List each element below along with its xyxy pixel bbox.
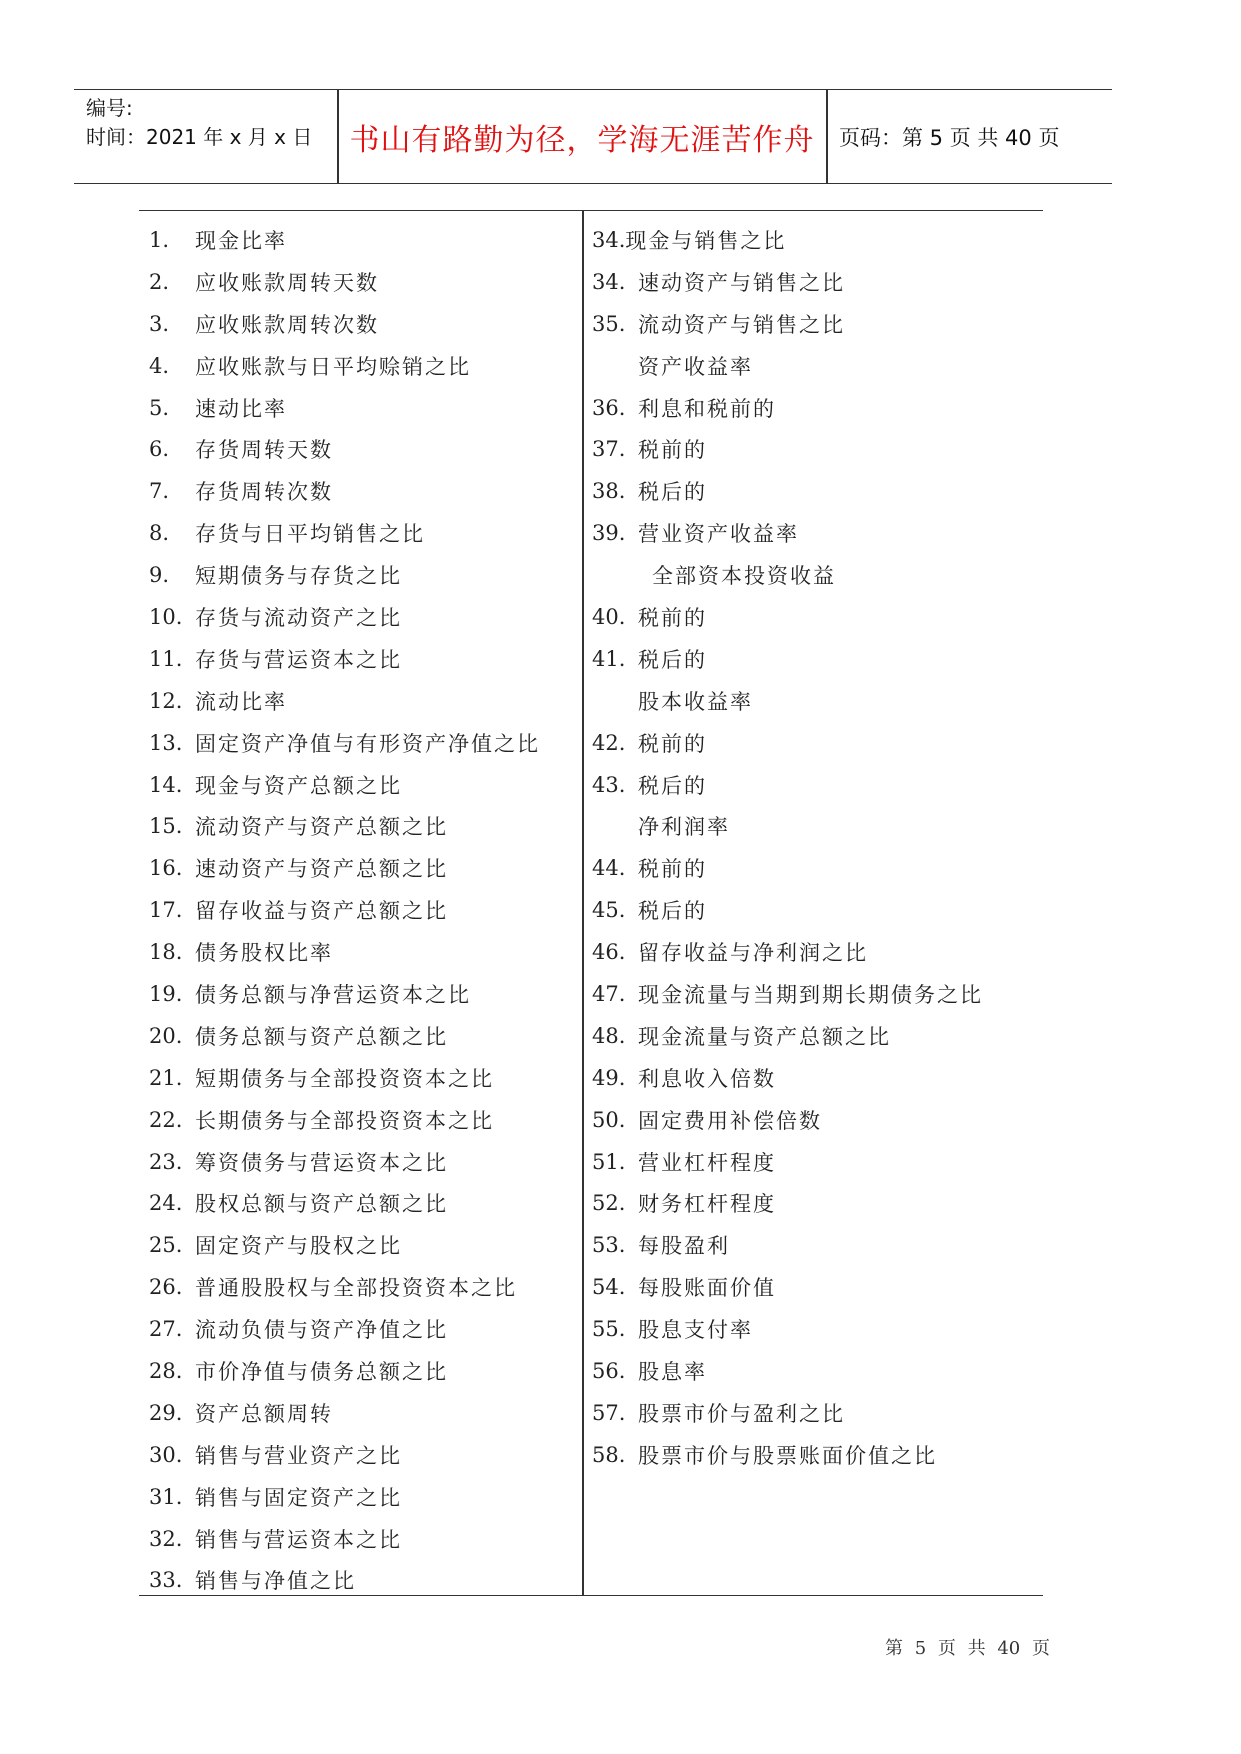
item-number: 52. (592, 1191, 626, 1216)
item-number: 27. (149, 1317, 183, 1342)
list-item (149, 1476, 574, 1518)
list-item (149, 1015, 574, 1057)
item-number: 36. (592, 395, 626, 420)
item-number: 41. (592, 646, 626, 671)
list-item (149, 1308, 574, 1350)
item-number: 6. (149, 437, 170, 462)
header-motto: 书山有路勤为径，学海无涯苦作舟 (349, 122, 815, 158)
item-text: 应收账款与日平均赊销之比 (195, 354, 471, 379)
item-text: 固定资产与股权之比 (195, 1234, 402, 1259)
item-number: 34. (592, 227, 626, 252)
item-text: 财务杠杆程度 (638, 1192, 776, 1217)
item-text: 固定资产净值与有形资产净值之比 (195, 731, 540, 756)
list-item (592, 1099, 1037, 1141)
list-item (149, 1266, 574, 1308)
list-item (149, 1141, 574, 1183)
item-number: 24. (149, 1191, 183, 1216)
item-number: 14. (149, 772, 183, 797)
header-divider-right (826, 90, 828, 183)
list-item (592, 345, 1037, 387)
list-item (592, 1308, 1037, 1350)
item-text: 现金流量与资产总额之比 (638, 1024, 891, 1049)
list-item (592, 219, 1037, 261)
item-number: 43. (592, 772, 626, 797)
item-text: 税前的 (638, 438, 707, 463)
item-text: 股本收益率 (638, 689, 753, 714)
list-item (149, 805, 574, 847)
item-number: 28. (149, 1358, 183, 1383)
item-text: 税后的 (638, 899, 707, 924)
item-number: 42. (592, 730, 626, 755)
list-item (592, 261, 1037, 303)
item-text: 利息收入倍数 (638, 1066, 776, 1091)
page-footer: 第 5 页 共 40 页 (885, 1638, 1050, 1659)
item-number: 53. (592, 1233, 626, 1258)
item-number: 44. (592, 856, 626, 881)
item-number: 37. (592, 437, 626, 462)
list-item (592, 303, 1037, 345)
list-item (149, 554, 574, 596)
list-item (149, 387, 574, 429)
list-item (149, 638, 574, 680)
item-number: 38. (592, 479, 626, 504)
item-text: 资产收益率 (638, 354, 753, 379)
list-item (592, 931, 1037, 973)
item-text: 存货与日平均销售之比 (195, 522, 425, 547)
item-text: 销售与净值之比 (195, 1569, 356, 1594)
list-item (592, 805, 1037, 847)
list-item (592, 847, 1037, 889)
item-number: 5. (149, 395, 170, 420)
item-number: 25. (149, 1233, 183, 1258)
item-number: 47. (592, 981, 626, 1006)
item-number: 34. (592, 269, 626, 294)
item-text: 短期债务与存货之比 (195, 564, 402, 589)
list-item (149, 470, 574, 512)
list-item (592, 470, 1037, 512)
list-item (592, 889, 1037, 931)
item-text: 固定费用补偿倍数 (638, 1108, 822, 1133)
list-item (592, 387, 1037, 429)
item-number: 15. (149, 814, 183, 839)
item-text: 股息支付率 (638, 1318, 753, 1343)
item-number: 31. (149, 1484, 183, 1509)
list-item (149, 764, 574, 806)
list-item (149, 1350, 574, 1392)
item-number: 54. (592, 1275, 626, 1300)
item-number: 23. (149, 1149, 183, 1174)
list-item (149, 847, 574, 889)
header-meta (86, 94, 312, 152)
item-text: 股权总额与资产总额之比 (195, 1192, 448, 1217)
item-number: 56. (592, 1358, 626, 1383)
item-text: 应收账款周转次数 (195, 312, 379, 337)
item-text: 税后的 (638, 773, 707, 798)
item-text: 现金流量与当期到期长期债务之比 (638, 982, 983, 1007)
item-text: 债务总额与净营运资本之比 (195, 982, 471, 1007)
item-text: 净利润率 (638, 815, 730, 840)
list-item (149, 973, 574, 1015)
list-item (592, 1182, 1037, 1224)
list-item (149, 722, 574, 764)
list-item (149, 303, 574, 345)
left-column (149, 219, 574, 1601)
item-number: 8. (149, 521, 170, 546)
item-text: 利息和税前的 (638, 396, 776, 421)
item-number: 22. (149, 1107, 183, 1132)
item-text: 股息率 (638, 1359, 707, 1384)
list-item (592, 1434, 1037, 1476)
item-text: 债务总额与资产总额之比 (195, 1024, 448, 1049)
item-text: 速动资产与资产总额之比 (195, 857, 448, 882)
item-text: 存货与营运资本之比 (195, 647, 402, 672)
item-number: 45. (592, 898, 626, 923)
item-text: 税前的 (638, 731, 707, 756)
item-text: 销售与营运资本之比 (195, 1527, 402, 1552)
item-number: 9. (149, 563, 170, 588)
header-page-info: 页码：第 5 页 共 40 页 (839, 125, 1060, 150)
item-number: 30. (149, 1442, 183, 1467)
ratio-list-table (139, 210, 1043, 1596)
list-item (149, 1224, 574, 1266)
item-text: 销售与营业资产之比 (195, 1443, 402, 1468)
item-number: 57. (592, 1400, 626, 1425)
right-column (592, 219, 1037, 1476)
list-item (149, 596, 574, 638)
item-number: 2. (149, 269, 170, 294)
list-item (592, 1392, 1037, 1434)
list-item (149, 1392, 574, 1434)
item-text: 现金与资产总额之比 (195, 773, 402, 798)
list-item (592, 1141, 1037, 1183)
page-header (74, 89, 1112, 184)
item-number: 35. (592, 311, 626, 336)
item-text: 税前的 (638, 857, 707, 882)
list-item (592, 512, 1037, 554)
item-number: 10. (149, 604, 183, 629)
list-item (592, 638, 1037, 680)
list-item (149, 1057, 574, 1099)
item-number: 39. (592, 521, 626, 546)
item-text: 流动资产与销售之比 (638, 312, 845, 337)
list-item (149, 345, 574, 387)
list-item (149, 1560, 574, 1602)
item-number: 18. (149, 940, 183, 965)
item-text: 长期债务与全部投资资本之比 (195, 1108, 494, 1133)
item-text: 市价净值与债务总额之比 (195, 1359, 448, 1384)
list-item (592, 1057, 1037, 1099)
item-text: 税前的 (638, 605, 707, 630)
list-item (149, 931, 574, 973)
item-number: 3. (149, 311, 170, 336)
item-text: 留存收益与资产总额之比 (195, 899, 448, 924)
item-text: 每股账面价值 (638, 1276, 776, 1301)
item-text: 全部资本投资收益 (652, 564, 836, 589)
item-number: 46. (592, 940, 626, 965)
item-text: 流动负债与资产净值之比 (195, 1318, 448, 1343)
item-number: 33. (149, 1568, 183, 1593)
item-text: 销售与固定资产之比 (195, 1485, 402, 1510)
item-number: 1. (149, 227, 170, 252)
item-text: 速动比率 (195, 396, 287, 421)
list-item (592, 596, 1037, 638)
item-text: 存货周转次数 (195, 480, 333, 505)
column-divider (582, 211, 584, 1595)
list-item (592, 1266, 1037, 1308)
list-item (592, 428, 1037, 470)
list-item (149, 261, 574, 303)
item-number: 40. (592, 604, 626, 629)
list-item (149, 219, 574, 261)
list-item (592, 1224, 1037, 1266)
item-number: 26. (149, 1275, 183, 1300)
item-number: 50. (592, 1107, 626, 1132)
list-item (592, 1015, 1037, 1057)
item-text: 股票市价与股票账面价值之比 (638, 1443, 937, 1468)
list-item (149, 1518, 574, 1560)
item-number: 48. (592, 1023, 626, 1048)
list-item (149, 889, 574, 931)
item-text: 现金比率 (195, 228, 287, 253)
item-number: 58. (592, 1442, 626, 1467)
item-text: 债务股权比率 (195, 941, 333, 966)
item-text: 现金与销售之比 (625, 228, 787, 253)
list-item (149, 1099, 574, 1141)
item-text: 流动资产与资产总额之比 (195, 815, 448, 840)
time-label: 时间：2021 年 x 月 x 日 (86, 125, 313, 149)
list-item (592, 1350, 1037, 1392)
item-number: 20. (149, 1023, 183, 1048)
list-item (592, 722, 1037, 764)
list-item (592, 554, 1037, 596)
item-text: 普通股股权与全部投资资本之比 (195, 1276, 517, 1301)
list-item (149, 428, 574, 470)
list-item (149, 1434, 574, 1476)
item-number: 4. (149, 353, 170, 378)
item-number: 55. (592, 1317, 626, 1342)
list-item (149, 1182, 574, 1224)
item-text: 每股盈利 (638, 1234, 730, 1259)
item-text: 流动比率 (195, 689, 287, 714)
list-item (149, 512, 574, 554)
item-number: 19. (149, 981, 183, 1006)
item-number: 13. (149, 730, 183, 755)
item-number: 32. (149, 1526, 183, 1551)
item-number: 16. (149, 856, 183, 881)
item-text: 短期债务与全部投资资本之比 (195, 1066, 494, 1091)
item-number: 12. (149, 688, 183, 713)
item-text: 税后的 (638, 480, 707, 505)
item-number: 21. (149, 1065, 183, 1090)
item-number: 29. (149, 1400, 183, 1425)
item-text: 应收账款周转天数 (195, 270, 379, 295)
list-item (592, 680, 1037, 722)
item-text: 存货周转天数 (195, 438, 333, 463)
item-text: 速动资产与销售之比 (638, 270, 845, 295)
item-number: 11. (149, 646, 183, 671)
item-number: 17. (149, 898, 183, 923)
item-number: 51. (592, 1149, 626, 1174)
item-number: 7. (149, 479, 170, 504)
list-item (149, 680, 574, 722)
item-text: 税后的 (638, 647, 707, 672)
item-text: 营业资产收益率 (638, 522, 799, 547)
item-text: 筹资债务与营运资本之比 (195, 1150, 448, 1175)
item-number: 49. (592, 1065, 626, 1090)
item-text: 股票市价与盈利之比 (638, 1401, 845, 1426)
item-text: 营业杠杆程度 (638, 1150, 776, 1175)
item-text: 存货与流动资产之比 (195, 605, 402, 630)
item-text: 资产总额周转 (195, 1401, 333, 1426)
code-label: 编号: (86, 96, 133, 120)
list-item (592, 973, 1037, 1015)
list-item (592, 764, 1037, 806)
item-text: 留存收益与净利润之比 (638, 941, 868, 966)
